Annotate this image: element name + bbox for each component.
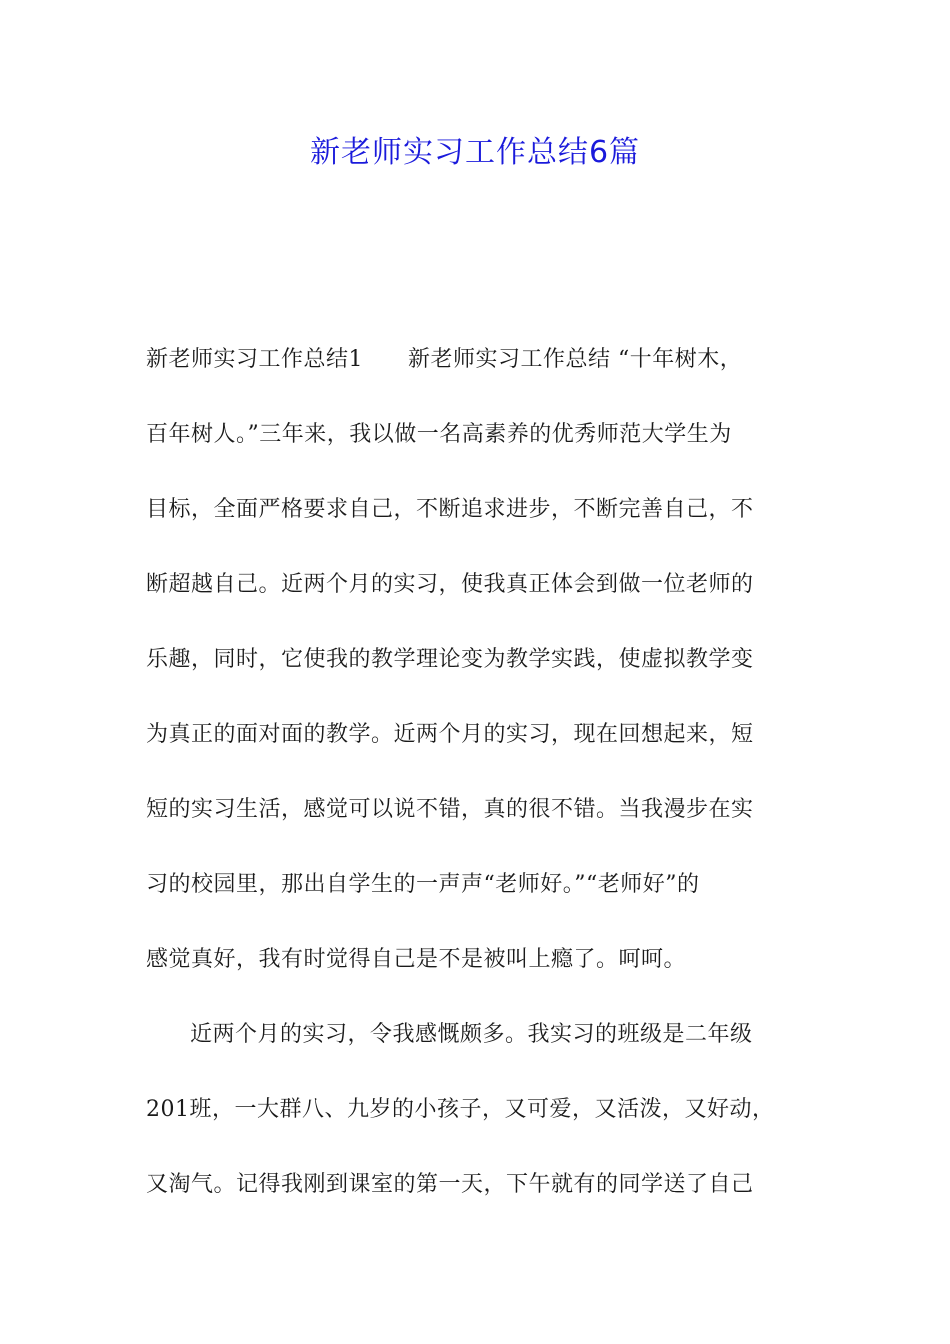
paragraph-line: 百年树人。”三年来，我以做一名高素养的优秀师范大学生为 xyxy=(146,422,732,447)
document-body xyxy=(146,336,806,1236)
paragraph-line: 为真正的面对面的教学。近两个月的实习，现在回想起来，短 xyxy=(146,722,754,747)
paragraph-line: 习的校园里，那出自学生的一声声“老师好。”“老师好”的 xyxy=(146,872,700,897)
paragraph-line: 乐趣，同时，它使我的教学理论变为教学实践，使虚拟教学变 xyxy=(146,647,754,672)
paragraph-line: 目标，全面严格要求自己，不断追求进步，不断完善自己，不 xyxy=(146,497,754,522)
paragraph-line: 短的实习生活，感觉可以说不错，真的很不错。当我漫步在实 xyxy=(146,797,754,822)
paragraph-line: 又淘气。记得我刚到课室的第一天，下午就有的同学送了自己 xyxy=(146,1172,754,1197)
document-title: 新老师实习工作总结6篇 xyxy=(309,135,641,170)
paragraph-line: 感觉真好，我有时觉得自己是不是被叫上瘾了。呵呵。 xyxy=(146,947,687,972)
paragraph-line: 近两个月的实习，令我感慨颇多。我实习的班级是二年级 xyxy=(190,1022,753,1047)
paragraph-line: 新老师实习工作总结1 新老师实习工作总结 “十年树木， xyxy=(146,347,743,372)
paragraph-line: 201班，一大群八、九岁的小孩子，又可爱，又活泼，又好动， xyxy=(146,1097,775,1122)
paragraph-line: 断超越自己。近两个月的实习，使我真正体会到做一位老师的 xyxy=(146,572,754,597)
